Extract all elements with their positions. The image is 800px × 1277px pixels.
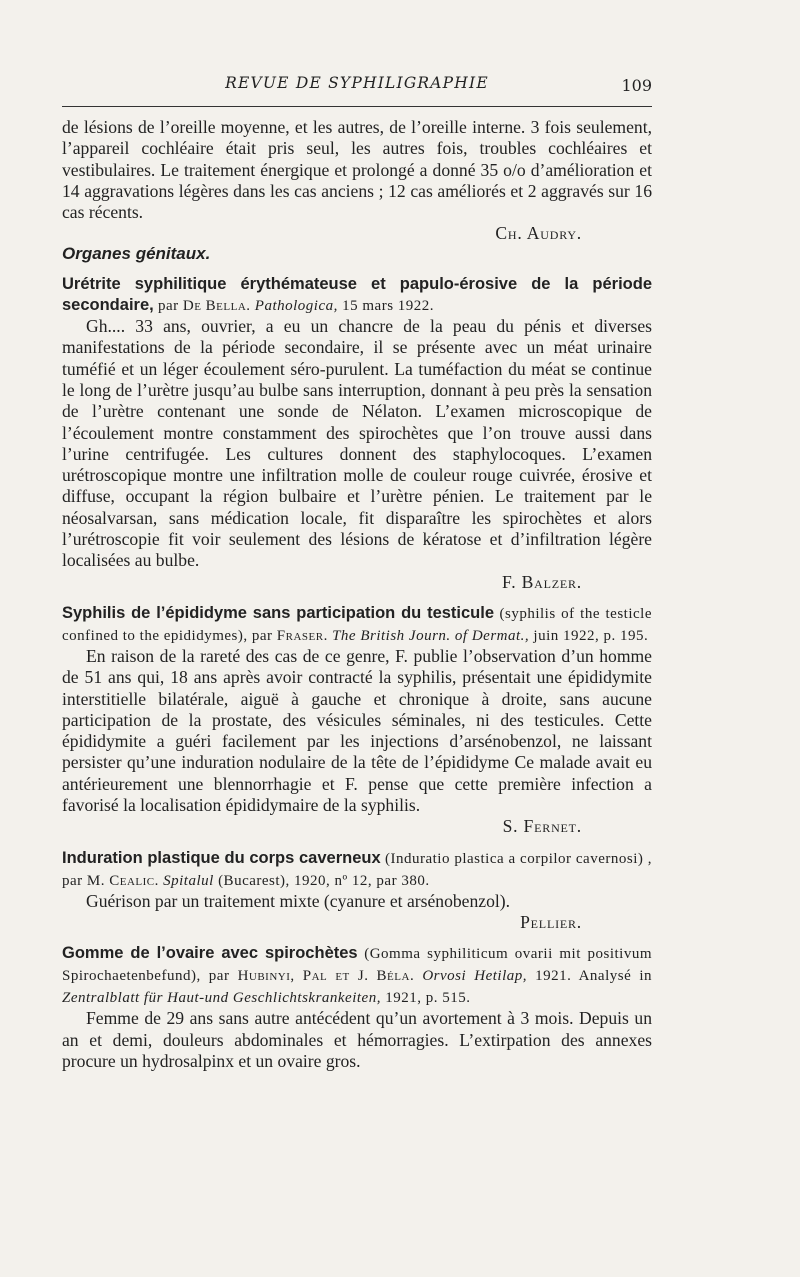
- article-reference: [62, 273, 652, 316]
- reference-details: juin 1922, p. 195.: [529, 627, 649, 644]
- article-gomme-ovaire: [62, 942, 652, 1072]
- reference-journal: Pathologica,: [254, 298, 338, 315]
- reference-journal: Orvosi Hetilap,: [422, 968, 527, 985]
- reference-journal: The British Journ. of Dermat.,: [332, 627, 530, 644]
- reference-by: (syphilis of the testicle confined to the epididymes), par: [62, 605, 652, 644]
- article-title: Induration plastique du corps caverneux: [62, 848, 381, 867]
- article-signature: Pellier.: [520, 911, 582, 932]
- article-reference: [62, 847, 652, 891]
- intro-signature: Ch. Audry.: [495, 223, 582, 244]
- reference-by: (Induratio plastica a corpilor cavernosi) , par M.: [62, 850, 652, 889]
- reference-separator: .: [323, 627, 333, 644]
- reference-author: Cealic: [109, 872, 155, 889]
- article-reference: [62, 602, 652, 646]
- running-title: REVUE DE SYPHILIGRAPHIE: [225, 74, 489, 92]
- page-header: [62, 72, 652, 102]
- reference-separator: .: [154, 872, 164, 889]
- reference-separator: .: [409, 968, 423, 985]
- reference-journal-secondary: Zentralblatt für Haut-und Geschlichtskrankeiten,: [62, 990, 381, 1007]
- article-signature: F. Balzer.: [502, 571, 582, 592]
- reference-by: par: [153, 298, 183, 315]
- reference-separator: .: [246, 298, 255, 315]
- article-title: Urétrite syphilitique érythémateuse et papulo-érosive de la période secondaire,: [62, 275, 652, 315]
- reference-author: De Bella: [182, 298, 247, 315]
- reference-journal: Spitalul: [163, 872, 214, 889]
- article-title: Syphilis de l’épididyme sans participation du testicule: [62, 603, 495, 622]
- intro-paragraph: de lésions de l’oreille moyenne, et les autres, de l’oreille interne. 3 fois seulement, l’appareil cochléaire était pris seul, les autres fois, troubles cochléaires et vestibulaires. Le traitement énergique et prolongé a donné 35 o/o d’amélioration et 14 aggravations légères dans les cas anciens ; 12 cas améliorés et 2 aggravés sur 16 cas récents.: [62, 117, 652, 223]
- reference-details: 1921. Analysé in: [526, 968, 653, 985]
- reference-author: Fraser: [276, 627, 324, 644]
- article-paragraph: Femme de 29 ans sans autre antécédent qu’un avortement à 3 mois. Depuis un an et demi, douleurs abdominales et hémorragies. L’extirpation des annexes procure un hydrosalpinx et un ovaire gros.: [62, 1008, 652, 1071]
- reference-by: (Gomma syphiliticum ovarii mit positivum Spirochaetenbefund), par: [62, 946, 652, 985]
- reference-details-secondary: 1921, p. 515.: [380, 990, 471, 1007]
- article-signature: S. Fernet.: [502, 816, 582, 837]
- header-rule: [62, 106, 652, 107]
- page-number: 109: [621, 76, 652, 95]
- article-paragraph: Gh.... 33 ans, ouvrier, a eu un chancre de la peau du pénis et diverses manifestations de la période secondaire, il se présente avec un méat urinaire tuméfié et un léger écoulement séro-purulent. La tuméfaction du méat se continue le long de l’urètre jusqu’au bulbe sans interruption, donnant à peu près la sensation de l’urètre contenant une sonde de Nélaton. L’examen microscopique de l’écoulement montre constamment des spirochètes que l’on trouve aussi dans l’urine centrifugée. Les cultures donnent des staphylocoques. L’examen urétroscopique montre une infiltration molle de couleur rouge cuivrée, érosive et diffuse, occupant la région bulbaire et l’urètre pénien. Le traitement par le néosalvarsan, sans médication locale, fit disparaître les spirochètes et alors l’urétroscopie fit voir seulement des lésions de kératose et d’infiltration légère localisées au bulbe.: [62, 316, 652, 571]
- article-reference: [62, 942, 652, 1008]
- article-induration: [62, 847, 652, 934]
- article-paragraph: En raison de la rareté des cas de ce genre, F. publie l’observation d’un homme de 51 ans qui, 18 ans après avoir contracté la syphilis, présentait une épididymite interstitielle bilatérale, aiguë à gauche et chronique à droite, sans aucune participation de la prostate, des vésicules séminales, ni des testicules. Cette épididymite a guéri facilement par les injections d’arsénobenzol, ne laissant persister qu’une induration nodulaire de la tête de l’épididyme Ce malade avait eu antérieurement une blennorrhagie et F. pense que cette première infection a favorisé la localisation épididymaire de la syphilis.: [62, 645, 652, 816]
- section-heading: Organes génitaux.: [62, 243, 211, 263]
- article-epididyme: [62, 602, 652, 838]
- document-body: [62, 117, 652, 1072]
- article-paragraph: Guérison par un traitement mixte (cyanure et arsénobenzol).: [86, 890, 511, 911]
- reference-details: 15 mars 1922.: [337, 298, 435, 315]
- article-title: Gomme de l’ovaire avec spirochètes: [62, 944, 358, 963]
- article-uretrite: [62, 273, 652, 593]
- reference-details: (Bucarest), 1920, nº 12, par 380.: [213, 872, 430, 889]
- reference-author: Hubinyi, Pal et J. Béla: [237, 968, 410, 985]
